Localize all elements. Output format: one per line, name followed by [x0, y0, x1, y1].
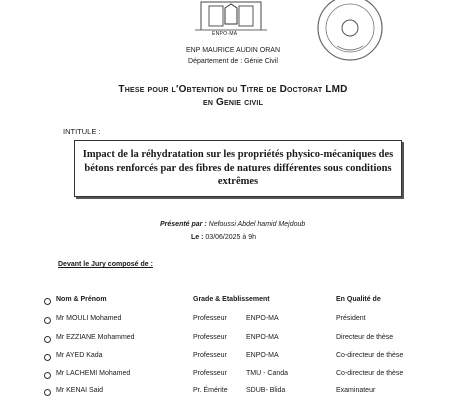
institution-name: ENP MAURICE AUDIN ORAN: [186, 47, 280, 54]
member-name: Mr MOULI Mohamed: [56, 315, 122, 322]
header-name: Nom & Prénom: [56, 296, 107, 303]
member-grade: Professeur: [193, 370, 227, 377]
bullet-icon: [44, 372, 51, 379]
department: Département de : Génie Civil: [188, 58, 278, 65]
crest-label: ENPO-MA: [212, 31, 238, 37]
member-role: Co-directeur de thèse: [336, 370, 404, 377]
table-row: [0, 352, 466, 370]
date-value: 03/06/2025 à 9h: [205, 234, 257, 241]
member-name: Mr KENAI Said: [56, 387, 104, 394]
table-row: [0, 370, 466, 388]
bullet-icon: [44, 317, 51, 324]
bullet-icon: [44, 354, 51, 361]
presented-by: [160, 221, 305, 228]
bullet-icon: [44, 336, 51, 343]
bullet-icon: [44, 298, 51, 305]
header-role: En Qualité de: [336, 296, 381, 303]
member-name: Mr EZZIANE Mohammed: [56, 334, 135, 341]
member-institution: ENPO-MA: [246, 352, 279, 359]
member-grade: Professeur: [193, 315, 227, 322]
member-name: Mr LACHEMI Mohamed: [56, 370, 131, 377]
member-institution: TMU - Canda: [246, 370, 289, 377]
jury-header-row: [0, 296, 466, 314]
member-role: Président: [336, 315, 366, 322]
member-institution: SDUB- Blida: [246, 387, 286, 394]
table-row: [0, 334, 466, 352]
member-grade: Professeur: [193, 352, 227, 359]
defense-date: [191, 234, 256, 241]
bullet-icon: [44, 389, 51, 396]
header-grade: Grade & Etablissement: [193, 296, 270, 303]
intitule-label: INTITULE :: [63, 127, 101, 136]
thesis-title: Impact de la réhydratation sur les propriétés physico-mécaniques des bétons renforcés par des fibres de natures différentes sous conditions extrêmes: [82, 149, 394, 187]
member-role: Examinateur: [336, 387, 376, 394]
thesis-type-line1: These pour l'Obtention du Titre de Doctorat LMD: [118, 84, 348, 95]
thesis-title-box: [74, 140, 402, 197]
presented-by-label: Présenté par :: [160, 221, 207, 228]
member-role: Directeur de thèse: [336, 334, 394, 341]
table-row: [0, 315, 466, 333]
member-institution: ENPO-MA: [246, 315, 279, 322]
member-institution: ENPO-MA: [246, 334, 279, 341]
date-label: Le :: [191, 234, 204, 241]
member-grade: Professeur: [193, 334, 227, 341]
member-grade: Pr. Émérite: [193, 387, 228, 394]
member-name: Mr AYED Kada: [56, 352, 103, 359]
jury-intro: Devant le Jury composé de :: [58, 261, 153, 268]
table-row: [0, 387, 466, 405]
member-role: Co-directeur de thèse: [336, 352, 404, 359]
author-name: Nefoussi Abdel hamid Mejdoub: [208, 221, 306, 228]
thesis-type-line2: en Genie civil: [202, 97, 264, 108]
